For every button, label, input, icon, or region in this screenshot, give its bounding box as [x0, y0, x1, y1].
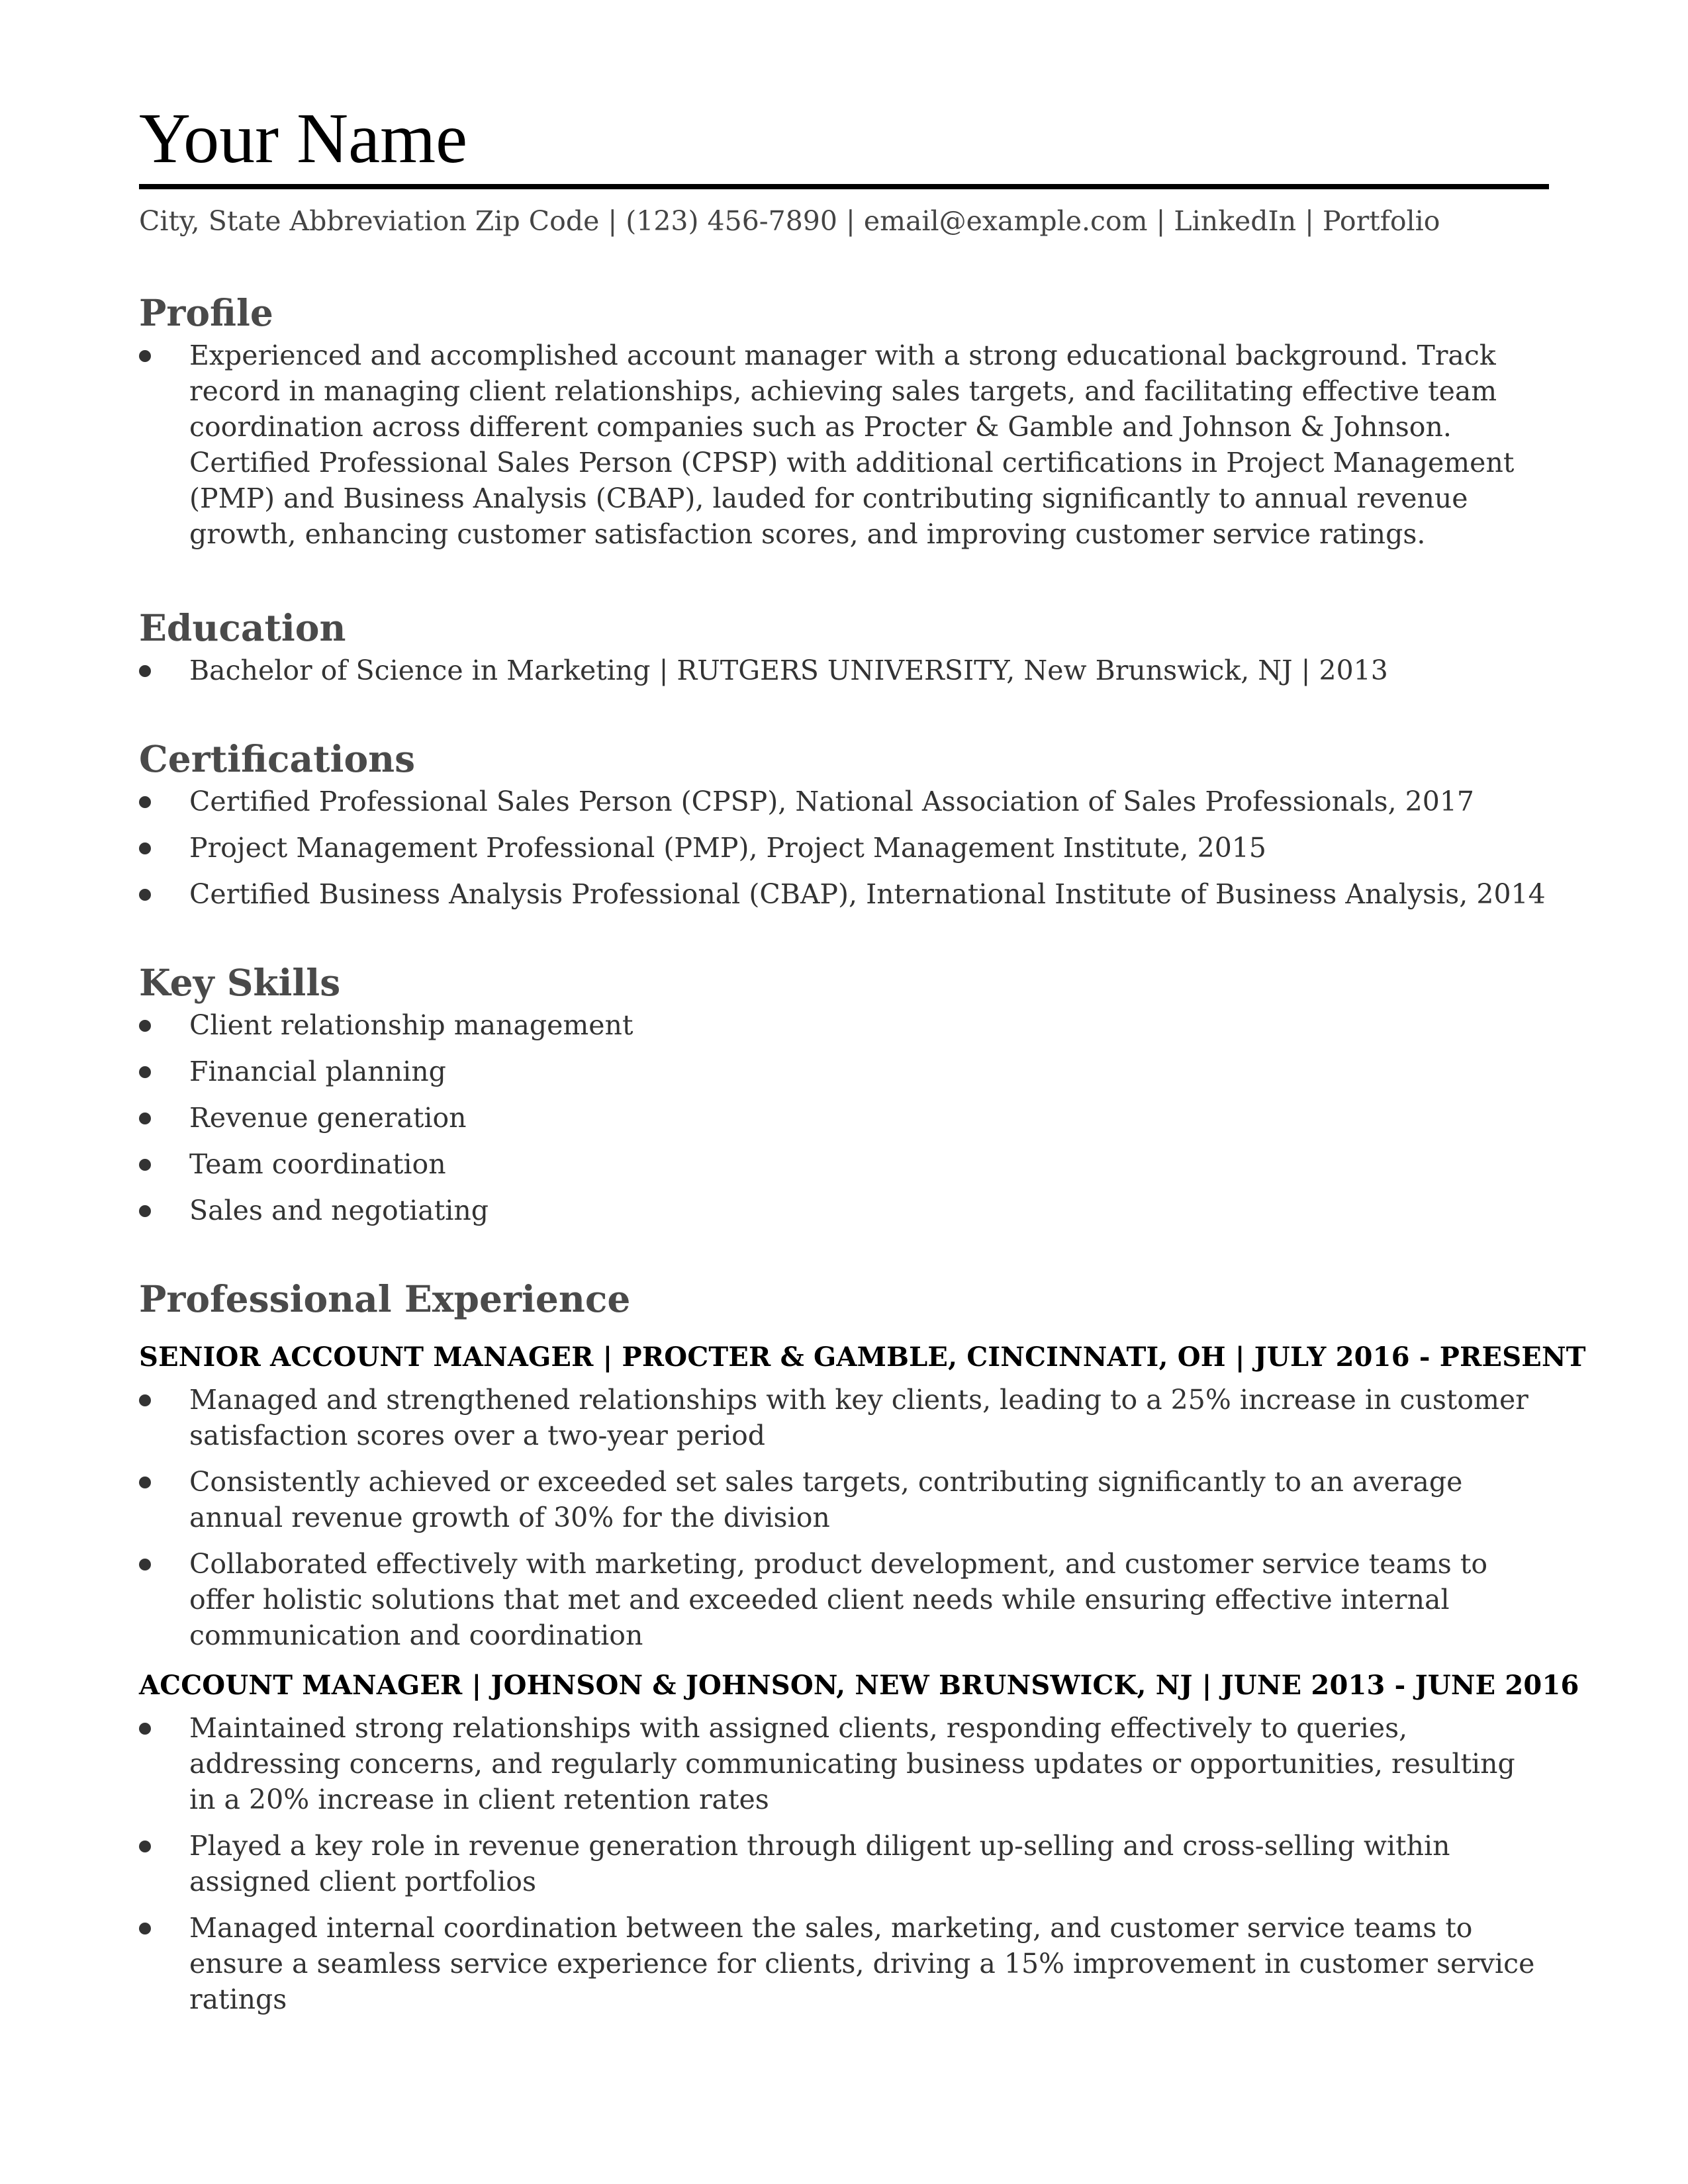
skill-text: Revenue generation: [189, 1102, 467, 1134]
bullet-icon: [139, 1841, 151, 1852]
certifications-list: [139, 784, 1549, 912]
bullet-icon: [139, 665, 151, 677]
bullet-icon: [139, 1159, 151, 1171]
profile-text: Experienced and accomplished account manager with a strong educational background. Track record in managing client relationships, achieving sales targets, and facilitating effective team coordination across different companies such as Procter & Gamble and Johnson & Johnson. Certified Professional Sales Person (CPSP) with additional certifications in Project Management (PMP) and Business Analysis (CBAP), lauded for contributing significantly to annual revenue growth, enhancing customer satisfaction scores, and improving customer service ratings.: [189, 340, 1515, 550]
resume-page: [139, 99, 1586, 2028]
job-bullet-text: Played a key role in revenue generation through diligent up-selling and cross-selling within assigned client portfolios: [189, 1830, 1450, 1897]
bullet-icon: [139, 1394, 151, 1406]
job-bullet: [139, 1910, 1549, 2017]
profile-list: [139, 338, 1549, 552]
section-title-profile: Profile: [139, 291, 273, 334]
skill-item: [139, 1146, 1549, 1182]
bullet-icon: [139, 1723, 151, 1735]
certification-text: Project Management Professional (PMP), Project Management Institute, 2015: [189, 832, 1266, 864]
job-heading: SENIOR ACCOUNT MANAGER | PROCTER & GAMBLE, CINCINNATI, OH | JULY 2016 - PRESENT: [139, 1342, 1586, 1373]
bullet-icon: [139, 842, 151, 854]
job-bullet: [139, 1828, 1549, 1899]
job-bullet: [139, 1546, 1549, 1653]
header-divider: [139, 184, 1549, 189]
bullet-icon: [139, 1066, 151, 1078]
bullet-icon: [139, 796, 151, 808]
job-bullets: [139, 1710, 1549, 2017]
bullet-icon: [139, 350, 151, 362]
section-title-certifications: Certifications: [139, 737, 416, 780]
profile-item: [139, 338, 1549, 552]
bullet-icon: [139, 1477, 151, 1488]
skill-item: [139, 1100, 1549, 1136]
job-bullet-text: Collaborated effectively with marketing, product development, and customer service teams to offer holistic solutions that met and exceeded client needs while ensuring effective internal communication and coordination: [189, 1548, 1488, 1651]
job-bullet: [139, 1382, 1549, 1453]
job-bullet: [139, 1710, 1549, 1817]
certification-item: [139, 876, 1549, 912]
section-title-experience: Professional Experience: [139, 1277, 631, 1320]
bullet-icon: [139, 1205, 151, 1217]
certification-item: [139, 784, 1549, 819]
section-title-education: Education: [139, 606, 346, 649]
bullet-icon: [139, 1559, 151, 1570]
skill-text: Team coordination: [189, 1148, 446, 1180]
certification-text: Certified Professional Sales Person (CPSP), National Association of Sales Professionals, 2017: [189, 786, 1474, 817]
job-bullet: [139, 1464, 1549, 1535]
resume-name: Your Name: [139, 99, 468, 178]
job-bullet-text: Managed and strengthened relationships with key clients, leading to a 25% increase in customer satisfaction scores over a two-year period: [189, 1384, 1528, 1451]
bullet-icon: [139, 1020, 151, 1032]
bullet-icon: [139, 1113, 151, 1124]
skills-list: [139, 1007, 1549, 1228]
education-list: [139, 653, 1549, 688]
education-item: [139, 653, 1549, 688]
bullet-icon: [139, 1923, 151, 1934]
skill-text: Client relationship management: [189, 1009, 633, 1041]
contact-line: City, State Abbreviation Zip Code | (123) 456-7890 | email@example.com | LinkedIn | Portfolio: [139, 205, 1440, 237]
job-bullet-text: Consistently achieved or exceeded set sales targets, contributing significantly to an average annual revenue growth of 30% for the division: [189, 1466, 1463, 1533]
section-title-key-skills: Key Skills: [139, 961, 341, 1004]
certification-item: [139, 830, 1549, 866]
education-text: Bachelor of Science in Marketing | RUTGERS UNIVERSITY, New Brunswick, NJ | 2013: [189, 655, 1388, 686]
skill-text: Financial planning: [189, 1056, 446, 1087]
job-bullets: [139, 1382, 1549, 1653]
skill-item: [139, 1193, 1549, 1228]
job-heading: ACCOUNT MANAGER | JOHNSON & JOHNSON, NEW BRUNSWICK, NJ | JUNE 2013 - JUNE 2016: [139, 1670, 1579, 1701]
certification-text: Certified Business Analysis Professional (CBAP), International Institute of Business Analysis, 2014: [189, 878, 1546, 910]
job-bullet-text: Managed internal coordination between the sales, marketing, and customer service teams to ensure a seamless service experience for clients, driving a 15% improvement in customer service ratings: [189, 1912, 1535, 2015]
skill-item: [139, 1054, 1549, 1089]
skill-text: Sales and negotiating: [189, 1195, 489, 1226]
skill-item: [139, 1007, 1549, 1043]
bullet-icon: [139, 889, 151, 901]
job-bullet-text: Maintained strong relationships with assigned clients, responding effectively to queries, addressing concerns, and regularly communicating business updates or opportunities, resulting in a 20% increase in client retention rates: [189, 1712, 1515, 1815]
